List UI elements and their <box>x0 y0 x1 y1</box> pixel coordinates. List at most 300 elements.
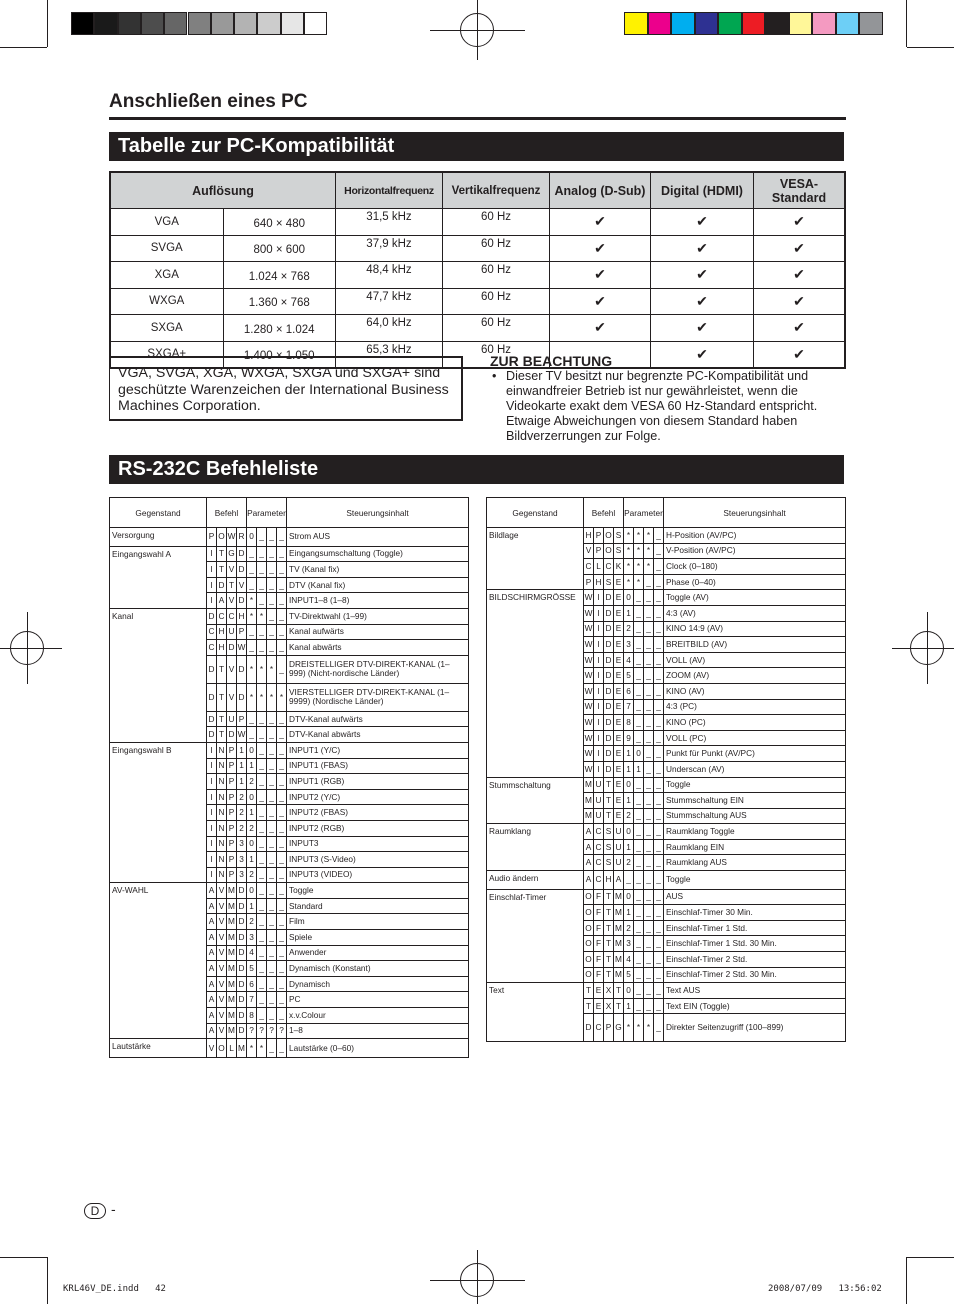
h-freq: 65,3 kHz <box>336 341 443 368</box>
param-char: _ <box>644 793 654 809</box>
cmd-description: 4:3 (PC) <box>664 699 846 715</box>
cmd-char: W <box>584 605 594 621</box>
gray-swatch <box>304 12 327 35</box>
vesa-check: ✔ <box>754 209 846 236</box>
cmd-char: C <box>594 871 604 890</box>
param-char: _ <box>257 976 267 992</box>
param-char: _ <box>654 543 664 559</box>
cmd-row <box>487 889 846 905</box>
param-char: 0 <box>624 983 634 999</box>
param-char: _ <box>654 967 664 983</box>
cmd-char: F <box>594 920 604 936</box>
cmd-row <box>110 742 469 758</box>
cmd-char: W <box>584 699 594 715</box>
cmd-char: P <box>227 805 237 821</box>
param-char: * <box>624 1014 634 1042</box>
param-char: _ <box>257 1008 267 1024</box>
note-title: ZUR BEACHTUNG <box>490 353 613 369</box>
cmd-char: T <box>604 889 614 905</box>
param-char: _ <box>654 574 664 590</box>
vesa-check: ✔ <box>754 262 846 289</box>
header-command: Befehl <box>207 498 247 528</box>
cmd-char: O <box>217 528 227 547</box>
cmd-description: Einschlaf-Timer 30 Min. <box>664 905 846 921</box>
param-char: _ <box>644 871 654 890</box>
gray-swatch <box>188 12 211 35</box>
cmd-char: O <box>584 920 594 936</box>
cmd-char: I <box>594 730 604 746</box>
param-char: 0 <box>247 742 257 758</box>
cmd-description: VOLL (AV) <box>664 652 846 668</box>
cmd-description: Toggle <box>287 883 469 899</box>
param-char: * <box>257 1039 267 1058</box>
cmd-char: V <box>584 543 594 559</box>
param-char: 3 <box>624 637 634 653</box>
cmd-char: P <box>584 574 594 590</box>
cmd-description: KINO (PC) <box>664 715 846 731</box>
param-char: 8 <box>624 715 634 731</box>
compat-row <box>110 235 845 262</box>
cmd-char: E <box>614 590 624 606</box>
gray-swatch <box>234 12 257 35</box>
cmd-group: Text <box>487 983 584 1042</box>
cmd-char: V <box>217 883 227 899</box>
param-char: 3 <box>247 930 257 946</box>
mode-name: WXGA <box>110 288 223 315</box>
cmd-char: D <box>237 1008 247 1024</box>
param-char: _ <box>624 871 634 890</box>
cmd-char: P <box>594 528 604 544</box>
param-char: _ <box>634 839 644 855</box>
cmd-char: M <box>227 992 237 1008</box>
cmd-description: Text EIN (Toggle) <box>664 998 846 1014</box>
cmd-char: E <box>614 761 624 777</box>
cmd-char: 2 <box>237 820 247 836</box>
cmd-char: N <box>217 789 227 805</box>
param-char: * <box>247 608 257 624</box>
cmd-row <box>110 1039 469 1058</box>
cmd-group: Audio ändern <box>487 871 584 890</box>
param-char: _ <box>654 855 664 871</box>
cmd-char: A <box>614 871 624 890</box>
param-char: _ <box>267 898 277 914</box>
param-char: 0 <box>624 889 634 905</box>
param-char: _ <box>267 805 277 821</box>
cmd-char: I <box>207 758 217 774</box>
cmd-char: E <box>614 621 624 637</box>
cmd-char: C <box>207 640 217 656</box>
param-char: _ <box>267 758 277 774</box>
cmd-char: E <box>614 683 624 699</box>
param-char: _ <box>644 699 654 715</box>
cmd-char: T <box>217 727 227 743</box>
param-char: _ <box>267 976 277 992</box>
cmd-group: Bildlage <box>487 528 584 590</box>
cmd-char: T <box>614 983 624 999</box>
gray-swatch <box>211 12 234 35</box>
cmd-char: T <box>584 983 594 999</box>
v-freq: 60 Hz <box>443 209 550 236</box>
param-char: _ <box>634 637 644 653</box>
cmd-char: F <box>594 936 604 952</box>
cmd-group: Stummschaltung <box>487 777 584 824</box>
cmd-char: M <box>614 952 624 968</box>
h-freq: 48,4 kHz <box>336 262 443 289</box>
cmd-char: M <box>614 889 624 905</box>
param-char: _ <box>634 998 644 1014</box>
param-char: _ <box>644 652 654 668</box>
cmd-char: T <box>217 711 227 727</box>
cmd-description: INPUT1 (Y/C) <box>287 742 469 758</box>
param-char: _ <box>634 824 644 840</box>
param-char: _ <box>654 761 664 777</box>
cmd-char: D <box>604 605 614 621</box>
cmd-group: BILDSCHIRMGRÖSSE <box>487 590 584 777</box>
param-char: * <box>644 559 654 575</box>
header-vertical-freq: Vertikalfrequenz <box>443 172 550 209</box>
cmd-char: N <box>217 805 227 821</box>
mode-name: SXGA+ <box>110 341 223 368</box>
param-char: _ <box>644 746 654 762</box>
param-char: _ <box>644 715 654 731</box>
param-char: _ <box>654 889 664 905</box>
param-char: _ <box>644 683 654 699</box>
cmd-char: T <box>604 952 614 968</box>
cmd-description: Einschlaf-Timer 2 Std. 30 Min. <box>664 967 846 983</box>
cmd-char: I <box>207 820 217 836</box>
cmd-char: P <box>237 711 247 727</box>
cmd-char: M <box>584 777 594 793</box>
cmd-char: T <box>604 967 614 983</box>
param-char: _ <box>267 546 277 562</box>
cmd-char: D <box>237 562 247 578</box>
param-char: _ <box>257 774 267 790</box>
page-badge-letter: D <box>90 1204 100 1218</box>
param-char: _ <box>247 562 257 578</box>
cmd-group: Eingangswahl B <box>110 742 207 882</box>
cmd-char: E <box>614 637 624 653</box>
param-char: _ <box>257 727 267 743</box>
param-char: _ <box>634 605 644 621</box>
cmd-char: D <box>604 746 614 762</box>
cmd-char: V <box>217 1008 227 1024</box>
gray-swatch <box>257 12 280 35</box>
cmd-row <box>487 824 846 840</box>
mode-name: XGA <box>110 262 223 289</box>
param-char: 0 <box>624 590 634 606</box>
cmd-char: A <box>207 930 217 946</box>
param-char: _ <box>654 1014 664 1042</box>
param-char: * <box>277 683 287 711</box>
cmd-char: F <box>594 952 604 968</box>
cmd-char: F <box>594 905 604 921</box>
cmd-char: F <box>594 889 604 905</box>
cmd-char: W <box>584 668 594 684</box>
compat-row <box>110 315 845 342</box>
cmd-char: D <box>227 640 237 656</box>
cmd-group: AV-WAHL <box>110 883 207 1039</box>
cmd-char: E <box>594 998 604 1014</box>
cmd-char: M <box>614 936 624 952</box>
resolution: 1.280 × 1.024 <box>223 315 336 342</box>
cmd-row <box>110 883 469 899</box>
param-char: 0 <box>624 824 634 840</box>
param-char: _ <box>257 577 267 593</box>
param-char: _ <box>267 1008 277 1024</box>
analog-check: ✔ <box>550 262 651 289</box>
cmd-char: D <box>207 608 217 624</box>
cmd-description: 4:3 (AV) <box>664 605 846 621</box>
cmd-char: I <box>594 715 604 731</box>
param-char: _ <box>257 640 267 656</box>
cmd-char: W <box>227 528 237 547</box>
param-char: _ <box>267 774 277 790</box>
param-char: _ <box>277 774 287 790</box>
param-char: * <box>247 1039 257 1058</box>
cmd-char: M <box>227 898 237 914</box>
cmd-char: E <box>614 574 624 590</box>
cmd-char: P <box>237 624 247 640</box>
param-char: _ <box>654 871 664 890</box>
cmd-char: D <box>604 668 614 684</box>
param-char: _ <box>277 577 287 593</box>
param-char: * <box>634 559 644 575</box>
cmd-char: T <box>604 777 614 793</box>
cmd-description: TV (Kanal fix) <box>287 562 469 578</box>
cmd-char: H <box>604 871 614 890</box>
cmd-char: D <box>604 761 614 777</box>
param-char: _ <box>644 808 654 824</box>
param-char: _ <box>267 914 277 930</box>
cmd-char: T <box>604 936 614 952</box>
cmd-char: I <box>207 805 217 821</box>
cmd-char: C <box>594 855 604 871</box>
param-char: _ <box>277 1039 287 1058</box>
digital-check: ✔ <box>651 341 754 368</box>
param-char: 2 <box>624 855 634 871</box>
param-char: _ <box>644 730 654 746</box>
cmd-char: I <box>594 761 604 777</box>
param-char: _ <box>644 637 654 653</box>
param-char: _ <box>654 793 664 809</box>
param-char: 8 <box>247 1008 257 1024</box>
cmd-char: P <box>604 1014 614 1042</box>
param-char: _ <box>654 652 664 668</box>
param-char: 2 <box>247 914 257 930</box>
cmd-char: M <box>227 883 237 899</box>
param-char: _ <box>644 824 654 840</box>
gray-swatch <box>164 12 187 35</box>
param-char: _ <box>267 789 277 805</box>
cmd-description: DREISTELLIGER DTV-DIREKT-KANAL (1–999) (Nicht-nordische Länder) <box>287 655 469 683</box>
param-char: 2 <box>624 808 634 824</box>
cmd-char: E <box>614 715 624 731</box>
param-char: _ <box>654 730 664 746</box>
cmd-char: M <box>227 945 237 961</box>
param-char: _ <box>644 920 654 936</box>
cmd-char: D <box>237 930 247 946</box>
cmd-description: Toggle <box>664 871 846 890</box>
cmd-char: N <box>217 852 227 868</box>
resolution: 1.400 × 1.050 <box>223 341 336 368</box>
param-char: * <box>624 543 634 559</box>
param-char: _ <box>654 824 664 840</box>
cmd-char: W <box>584 652 594 668</box>
param-char: 0 <box>247 883 257 899</box>
param-char: 1 <box>624 998 634 1014</box>
param-char: _ <box>267 992 277 1008</box>
param-char: _ <box>634 920 644 936</box>
cmd-char: C <box>594 824 604 840</box>
cmd-char: W <box>584 590 594 606</box>
cmd-char: G <box>614 1014 624 1042</box>
compat-row <box>110 209 845 236</box>
param-char: _ <box>277 992 287 1008</box>
cmd-char: W <box>584 746 594 762</box>
gray-swatch <box>281 12 304 35</box>
vesa-check: ✔ <box>754 341 846 368</box>
param-char: 1 <box>247 805 257 821</box>
cmd-description: Lautstärke (0–60) <box>287 1039 469 1058</box>
cmd-description: INPUT3 <box>287 836 469 852</box>
cmd-char: D <box>604 637 614 653</box>
param-char: _ <box>634 889 644 905</box>
cmd-char: T <box>614 998 624 1014</box>
cmd-char: C <box>207 624 217 640</box>
cmd-group: Kanal <box>110 608 207 742</box>
cmd-row <box>487 777 846 793</box>
param-char: _ <box>644 574 654 590</box>
cmd-char: D <box>604 652 614 668</box>
resolution: 1.024 × 768 <box>223 262 336 289</box>
param-char: _ <box>267 624 277 640</box>
cmd-char: W <box>584 715 594 731</box>
param-char: _ <box>644 952 654 968</box>
param-char: * <box>634 574 644 590</box>
cmd-char: P <box>207 528 217 547</box>
cmd-char: S <box>604 574 614 590</box>
cmd-char: I <box>207 562 217 578</box>
resolution: 640 × 480 <box>223 209 336 236</box>
cmd-description: Kanal aufwärts <box>287 624 469 640</box>
cmd-char: V <box>227 683 237 711</box>
cmd-header-row <box>110 498 469 528</box>
cmd-description: INPUT2 (Y/C) <box>287 789 469 805</box>
param-char: 1 <box>247 852 257 868</box>
param-char: _ <box>654 637 664 653</box>
cmd-char: X <box>604 983 614 999</box>
cmd-row <box>487 528 846 544</box>
cmd-char: T <box>604 793 614 809</box>
cmd-char: N <box>217 836 227 852</box>
cmd-char: 2 <box>237 805 247 821</box>
param-char: _ <box>267 562 277 578</box>
param-char: _ <box>247 546 257 562</box>
cmd-char: H <box>237 608 247 624</box>
cmd-char: L <box>227 1039 237 1058</box>
cmd-char: A <box>207 1023 217 1039</box>
param-char: * <box>247 655 257 683</box>
param-char: _ <box>644 668 654 684</box>
param-char: _ <box>654 683 664 699</box>
param-char: _ <box>634 905 644 921</box>
header-digital: Digital (HDMI) <box>651 172 754 209</box>
param-char: 2 <box>624 920 634 936</box>
cmd-char: U <box>614 839 624 855</box>
cmd-char: T <box>604 808 614 824</box>
note-bullet: • <box>492 369 497 383</box>
param-char: 0 <box>247 528 257 547</box>
cmd-description: INPUT2 (RGB) <box>287 820 469 836</box>
cmd-char: H <box>217 640 227 656</box>
cmd-char: D <box>207 711 217 727</box>
cmd-char: V <box>227 593 237 609</box>
cmd-char: A <box>207 883 217 899</box>
param-char: _ <box>267 867 277 883</box>
param-char: _ <box>277 961 287 977</box>
param-char: _ <box>267 820 277 836</box>
cmd-char: S <box>614 528 624 544</box>
color-swatch <box>836 12 860 35</box>
param-char: * <box>624 574 634 590</box>
param-char: _ <box>267 836 277 852</box>
pc-compatibility-table <box>109 171 846 369</box>
cmd-char: A <box>207 914 217 930</box>
cmd-char: U <box>227 711 237 727</box>
param-char: 9 <box>624 730 634 746</box>
cmd-char: I <box>594 683 604 699</box>
param-char: _ <box>634 621 644 637</box>
cmd-char: 1 <box>237 758 247 774</box>
cmd-description: Toggle (AV) <box>664 590 846 606</box>
param-char: _ <box>277 898 287 914</box>
cmd-char: D <box>207 655 217 683</box>
param-char: * <box>257 608 267 624</box>
param-char: _ <box>277 1008 287 1024</box>
cmd-char: N <box>217 774 227 790</box>
cmd-char: A <box>207 1008 217 1024</box>
cmd-char: D <box>207 727 217 743</box>
param-char: 1 <box>624 905 634 921</box>
mode-name: SXGA <box>110 315 223 342</box>
param-char: _ <box>257 528 267 547</box>
cmd-char: T <box>604 905 614 921</box>
cmd-description: 1–8 <box>287 1023 469 1039</box>
cmd-char: M <box>227 961 237 977</box>
param-char: _ <box>257 836 267 852</box>
color-swatch <box>859 12 883 35</box>
cmd-char: D <box>237 914 247 930</box>
cmd-char: I <box>207 867 217 883</box>
param-char: _ <box>267 593 277 609</box>
cmd-char: V <box>217 898 227 914</box>
cmd-description: Standard <box>287 898 469 914</box>
header-resolution: Auflösung <box>110 172 336 209</box>
cmd-char: M <box>227 1023 237 1039</box>
param-char: 0 <box>624 777 634 793</box>
param-char: 4 <box>624 652 634 668</box>
param-char: _ <box>277 528 287 547</box>
cmd-description: x.v.Colour <box>287 1008 469 1024</box>
compat-header-row <box>110 172 845 209</box>
digital-check: ✔ <box>651 315 754 342</box>
cmd-description: INPUT1 (RGB) <box>287 774 469 790</box>
param-char: _ <box>277 883 287 899</box>
param-char: _ <box>644 855 654 871</box>
h-freq: 37,9 kHz <box>336 235 443 262</box>
cmd-char: I <box>207 742 217 758</box>
cmd-char: A <box>207 976 217 992</box>
